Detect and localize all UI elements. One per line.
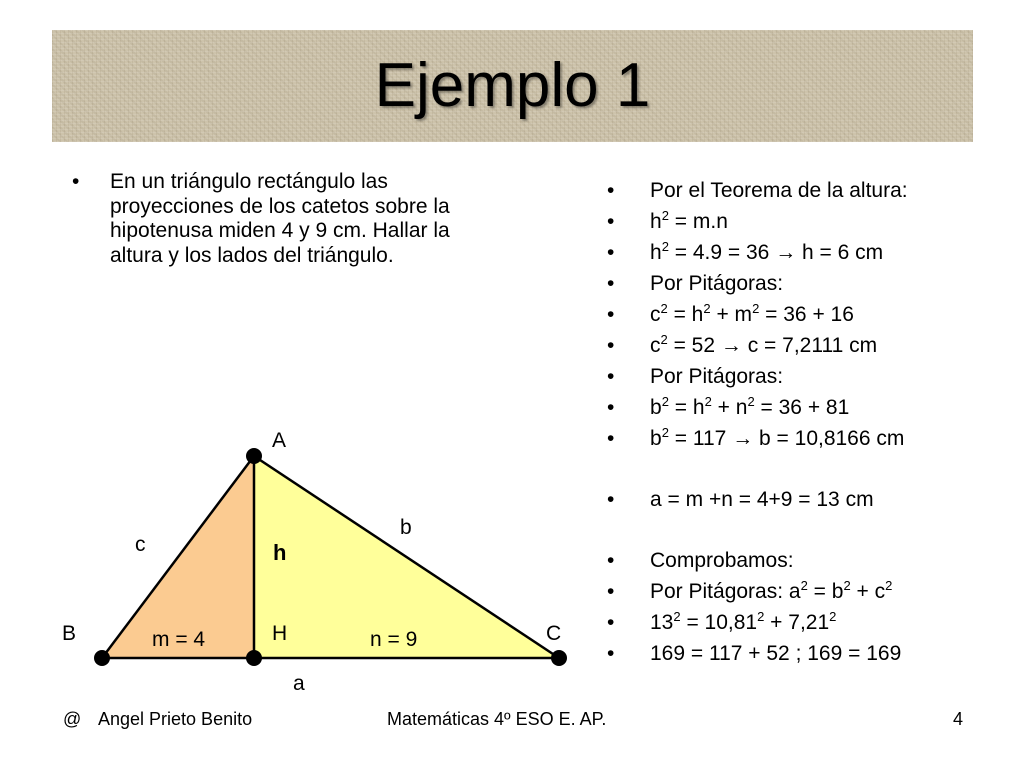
bullet: •	[607, 580, 615, 603]
text-part: + c	[850, 580, 886, 603]
text-part: = 52	[667, 334, 721, 357]
bullet: •	[607, 396, 615, 419]
text-part: + 7,21	[764, 611, 830, 634]
text-part: a = m +n = 4+9 = 13 cm	[650, 488, 874, 511]
exponent: 2	[752, 300, 760, 316]
exponent: 2	[800, 577, 808, 593]
text-part: = 4.9 = 36	[668, 241, 776, 264]
text-part: = m.n	[668, 210, 728, 233]
text-part: + n	[711, 396, 748, 419]
vertex-c-dot	[551, 650, 567, 666]
label-h-foot: H	[272, 622, 288, 645]
text-part: Por Pitágoras:	[650, 365, 784, 388]
label-side-a: a	[293, 672, 305, 695]
label-c-vertex: C	[546, 622, 562, 645]
text-part: = 36 + 81	[754, 396, 850, 419]
footer-course: Matemáticas 4º ESO E. AP.	[387, 709, 607, 729]
exponent: 2	[661, 207, 669, 223]
bullet: •	[607, 210, 615, 233]
exponent: 2	[757, 608, 765, 624]
exponent: 2	[661, 424, 669, 440]
text-part: h	[650, 210, 662, 233]
slide-title: Ejemplo 1	[374, 51, 651, 120]
bullet: •	[607, 334, 615, 357]
text-part: b	[650, 427, 662, 450]
label-b-vertex: B	[62, 622, 77, 645]
text-part: + m	[710, 303, 753, 326]
vertex-a-dot	[246, 448, 262, 464]
bullet: •	[607, 303, 615, 326]
text-part: = 117	[668, 427, 733, 450]
exponent: 2	[885, 577, 893, 593]
text-part: Por Pitágoras: a	[650, 580, 801, 603]
text-part: = 10,81	[680, 611, 758, 634]
footer-author: Angel Prieto Benito	[98, 709, 253, 729]
problem-text: En un triángulo rectángulo las proyecciones de los catetos sobre la hipotenusa miden 4 y 9 cm. Hallar la altura y los lados del triángulo.	[110, 170, 450, 267]
exponent: 2	[747, 393, 755, 409]
label-side-c: c	[135, 533, 146, 556]
exponent: 2	[843, 577, 851, 593]
text-part: Por el Teorema de la altura:	[650, 179, 908, 202]
exponent: 2	[660, 300, 668, 316]
text-part: b	[650, 396, 662, 419]
text-part: b = 10,8166 cm	[753, 427, 905, 450]
exponent: 2	[704, 393, 712, 409]
text-part: Comprobamos:	[650, 549, 794, 572]
text-part: h = 6 cm	[796, 241, 884, 264]
text-part: Por Pitágoras:	[650, 272, 784, 295]
label-n: n = 9	[370, 628, 418, 651]
arrow-right-icon: →	[720, 334, 742, 357]
text-part: c = 7,2111 cm	[741, 334, 878, 357]
bullet: •	[607, 427, 615, 450]
text-part: 169 = 117 + 52 ; 169 = 169	[650, 642, 902, 665]
label-height: h	[273, 540, 287, 565]
bullet: •	[607, 241, 615, 264]
bullet: •	[72, 170, 80, 193]
bullet: •	[607, 179, 615, 202]
bullet: •	[607, 611, 615, 634]
footer-page-number: 4	[953, 709, 964, 729]
bullet: •	[607, 642, 615, 665]
bullet: •	[607, 488, 615, 511]
exponent: 2	[661, 238, 669, 254]
exponent: 2	[660, 331, 668, 347]
text-part: = h	[668, 396, 705, 419]
text-part: h	[650, 241, 662, 264]
text-part: 13	[650, 611, 674, 634]
text-part: c	[650, 303, 661, 326]
exponent: 2	[661, 393, 669, 409]
text-part: c	[650, 334, 661, 357]
exponent: 2	[829, 608, 837, 624]
arrow-right-icon: →	[775, 241, 797, 264]
exponent: 2	[703, 300, 711, 316]
label-side-b: b	[400, 516, 412, 539]
label-m: m = 4	[152, 628, 206, 651]
bullet: •	[607, 365, 615, 388]
foot-h-dot	[246, 650, 262, 666]
arrow-right-icon: →	[732, 427, 754, 450]
label-a-vertex: A	[272, 429, 287, 452]
bullet: •	[607, 272, 615, 295]
text-part: = b	[807, 580, 844, 603]
exponent: 2	[673, 608, 681, 624]
footer-at-symbol: @	[63, 709, 82, 729]
text-part: = h	[667, 303, 704, 326]
text-part: = 36 + 16	[759, 303, 854, 326]
bullet: •	[607, 549, 615, 572]
vertex-b-dot	[94, 650, 110, 666]
